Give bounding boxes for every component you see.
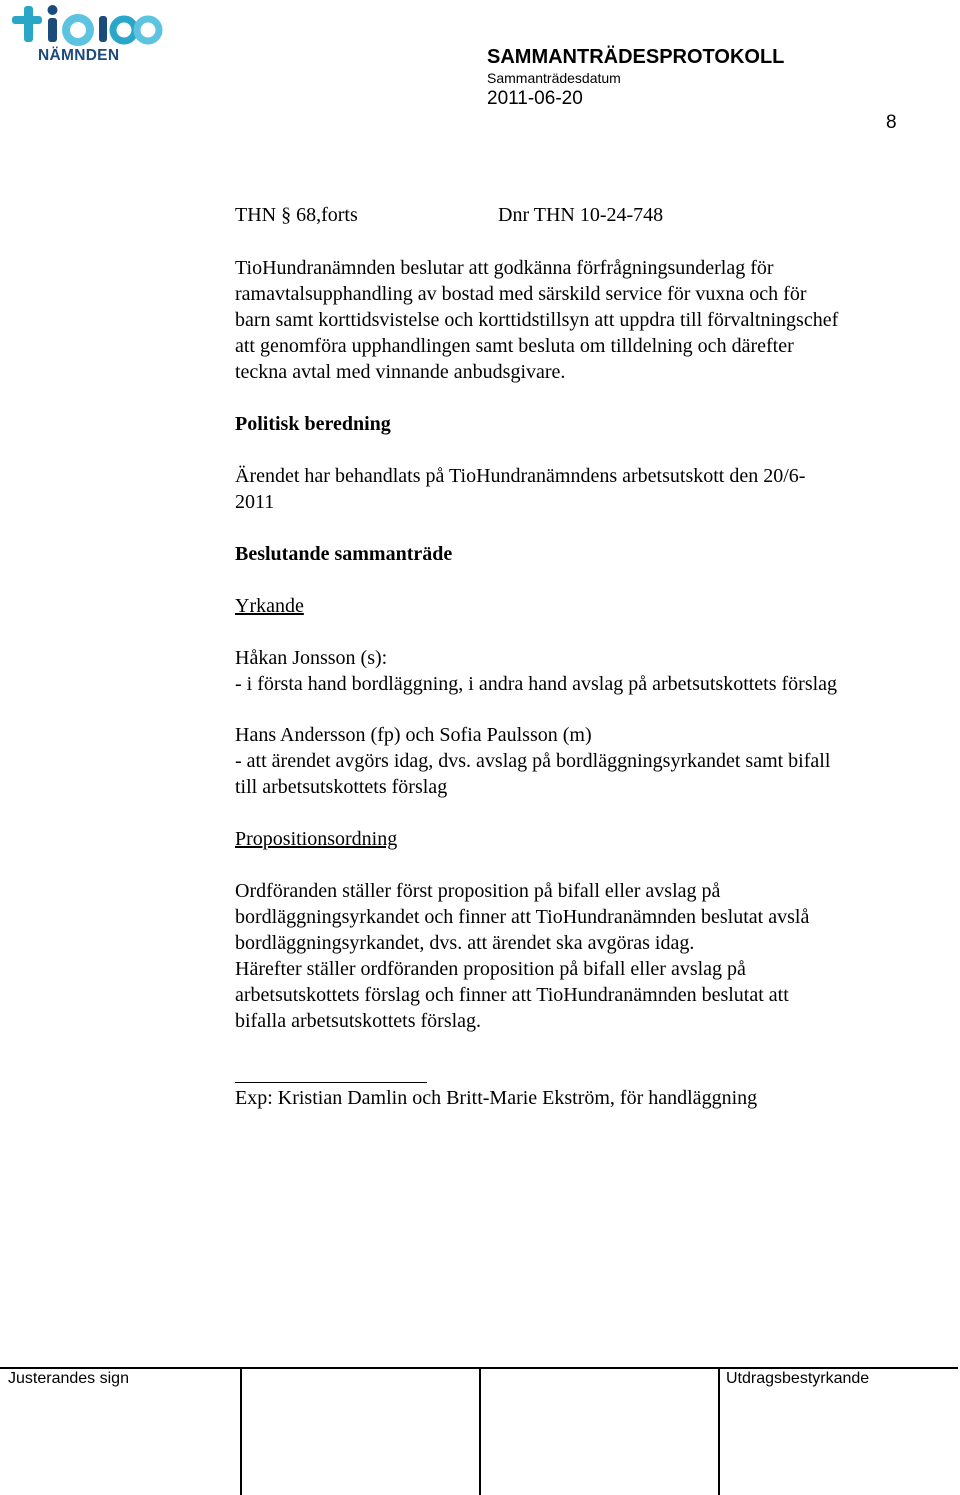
expedition-line: Exp: Kristian Damlin och Britt-Marie Ekström, för handläggning <box>235 1087 758 1109</box>
case-paragraph-ref: THN § 68,forts <box>235 204 358 226</box>
text-line: teckna avtal med vinnande anbudsgivare. <box>235 361 566 383</box>
text-line: Ordföranden ställer först proposition på bifall eller avslag på <box>235 880 721 902</box>
text-line: ramavtalsupphandling av bostad med särskild service för vuxna och för <box>235 283 807 305</box>
decision-paragraph <box>235 255 935 385</box>
proposition-paragraph <box>235 878 935 1034</box>
text-line: bordläggningsyrkandet och finner att TioHundranämnden beslutat avslå <box>235 906 810 928</box>
text-line: bordläggningsyrkandet, dvs. att ärendet ska avgöras idag. <box>235 932 695 954</box>
signature-box-divider <box>479 1368 481 1495</box>
text-line: Ärendet har behandlats på TioHundranämndens arbetsutskott den 20/6- <box>235 465 806 487</box>
text-line: bifalla arbetsutskottets förslag. <box>235 1010 482 1032</box>
text-line: Hans Andersson (fp) och Sofia Paulsson (m) <box>235 724 592 746</box>
claim-paragraph-2 <box>235 722 935 800</box>
meeting-date: 2011-06-20 <box>487 88 583 109</box>
document-title: SAMMANTRÄDESPROTOKOLL <box>487 46 785 68</box>
text-line: TioHundranämnden beslutar att godkänna förfrågningsunderlag för <box>235 257 774 279</box>
text-line: - att ärendet avgörs idag, dvs. avslag på bordläggningsyrkandet samt bifall <box>235 750 831 772</box>
signature-label: Justerandes sign <box>8 1370 129 1387</box>
text-line: arbetsutskottets förslag och finner att TioHundranämnden beslutat att <box>235 984 789 1006</box>
logo-subtext: NÄMNDEN <box>38 47 120 64</box>
text-line: till arbetsutskottets förslag <box>235 776 448 798</box>
political-paragraph <box>235 463 935 515</box>
claim-paragraph-1 <box>235 645 935 697</box>
signature-box-divider <box>718 1368 720 1495</box>
subheading-claim: Yrkande <box>235 595 304 617</box>
certification-label: Utdragsbestyrkande <box>726 1370 870 1387</box>
divider <box>235 1082 427 1083</box>
text-line: att genomföra upphandlingen samt besluta om tilldelning och därefter <box>235 335 794 357</box>
text-line: - i första hand bordläggning, i andra hand avslag på arbetsutskottets förslag <box>235 673 838 695</box>
meeting-date-label: Sammanträdesdatum <box>487 70 621 86</box>
text-line: barn samt korttidsvistelse och korttidstillsyn att uppdra till förvaltningschef <box>235 309 839 331</box>
text-line: Härefter ställer ordföranden proposition på bifall eller avslag på <box>235 958 746 980</box>
text-line: 2011 <box>235 491 275 513</box>
section-heading-political: Politisk beredning <box>235 413 391 435</box>
signature-box-divider <box>240 1368 242 1495</box>
text-line: Håkan Jonsson (s): <box>235 647 388 669</box>
page-number: 8 <box>886 112 897 133</box>
section-heading-meeting: Beslutande sammanträde <box>235 543 453 565</box>
subheading-proposition: Propositionsordning <box>235 828 398 850</box>
case-diary-number: Dnr THN 10-24-748 <box>498 204 664 226</box>
